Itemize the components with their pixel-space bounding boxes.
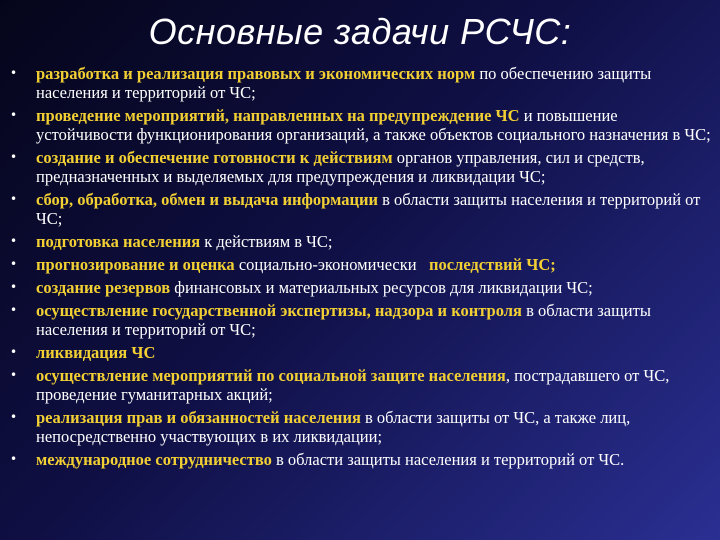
bullet-dot-icon: • bbox=[10, 257, 18, 271]
list-item bbox=[8, 366, 712, 404]
item-rest: финансовых и материальных ресурсов для ликвидации ЧС; bbox=[170, 278, 593, 297]
bullet-dot-icon: • bbox=[10, 280, 18, 294]
list-item-text bbox=[36, 232, 712, 251]
list-item bbox=[8, 408, 712, 446]
bullet-dot-icon: • bbox=[10, 150, 18, 164]
bullet-dot-icon: • bbox=[10, 345, 18, 359]
item-rest: к действиям в ЧС; bbox=[200, 232, 333, 251]
bullet-dot-icon: • bbox=[10, 66, 18, 80]
list-item-text bbox=[36, 301, 712, 339]
item-rest-secondary: ; bbox=[550, 255, 556, 274]
item-highlight: разработка и реализация правовых и экономических норм bbox=[36, 64, 476, 83]
list-item bbox=[8, 148, 712, 186]
item-rest: в области защиты населения и территорий от ЧС; bbox=[36, 301, 651, 339]
list-item-text bbox=[36, 366, 712, 404]
list-item bbox=[8, 190, 712, 228]
list-item bbox=[8, 255, 712, 274]
item-highlight: международное сотрудничество bbox=[36, 450, 272, 469]
bullet-dot-icon: • bbox=[10, 410, 18, 424]
item-rest: по обеспечению защиты населения и территорий от ЧС; bbox=[36, 64, 652, 102]
item-highlight: создание и обеспечение готовности к действиям bbox=[36, 148, 393, 167]
bullet-dot-icon: • bbox=[10, 368, 18, 382]
bullet-dot-icon: • bbox=[10, 452, 18, 466]
item-rest: в области защиты от ЧС, а также лиц, непосредственно участвующих в их ликвидации; bbox=[36, 408, 631, 446]
bullet-dot-icon: • bbox=[10, 234, 18, 248]
list-item-text bbox=[36, 408, 712, 446]
item-highlight: осуществление государственной экспертизы, надзора и контроля bbox=[36, 301, 522, 320]
list-item-text bbox=[36, 64, 712, 102]
item-highlight: подготовка населения bbox=[36, 232, 201, 251]
item-rest: социально-экономически bbox=[234, 255, 429, 274]
list-item-text bbox=[36, 343, 712, 362]
list-item-text bbox=[36, 255, 712, 274]
item-rest: и повышение устойчивости функционирования организаций, а также объектов социального назначения в ЧС; bbox=[36, 106, 711, 144]
item-rest: органов управления, сил и средств, предназначенных и выделяемых для предупреждения и ликвидации ЧС; bbox=[36, 148, 645, 186]
list-item-text bbox=[36, 148, 712, 186]
item-rest: , пострадавшего от ЧС, проведение гуманитарных акций; bbox=[36, 366, 670, 404]
list-item-text bbox=[36, 106, 712, 144]
item-highlight: проведение мероприятий, направленных на предупреждение ЧС bbox=[36, 106, 520, 125]
item-highlight-secondary: последствий ЧС bbox=[428, 255, 551, 274]
list-item bbox=[8, 343, 712, 362]
list-item bbox=[8, 450, 712, 469]
list-item bbox=[8, 106, 712, 144]
list-item-text bbox=[36, 450, 712, 469]
item-highlight: реализация прав и обязанностей населения bbox=[36, 408, 361, 427]
list-item bbox=[8, 64, 712, 102]
list-item-text bbox=[36, 278, 712, 297]
bullet-dot-icon: • bbox=[10, 108, 18, 122]
list-item bbox=[8, 232, 712, 251]
list-item-text bbox=[36, 190, 712, 228]
bullet-dot-icon: • bbox=[10, 303, 18, 317]
item-highlight: ликвидация ЧС bbox=[36, 343, 156, 362]
bullet-dot-icon: • bbox=[10, 192, 18, 206]
task-list bbox=[8, 64, 712, 473]
item-rest: в области защиты населения и территорий от ЧС; bbox=[36, 190, 701, 228]
item-rest: в области защиты населения и территорий от ЧС. bbox=[271, 450, 625, 469]
slide-title: Основные задачи РСЧС: bbox=[148, 11, 572, 52]
list-item bbox=[8, 301, 712, 339]
item-highlight: сбор, обработка, обмен и выдача информации bbox=[36, 190, 378, 209]
list-item bbox=[8, 278, 712, 297]
item-highlight: осуществление мероприятий по социальной защите населения bbox=[36, 366, 506, 385]
item-highlight: прогнозирование и оценка bbox=[36, 255, 235, 274]
item-highlight: создание резервов bbox=[36, 278, 171, 297]
